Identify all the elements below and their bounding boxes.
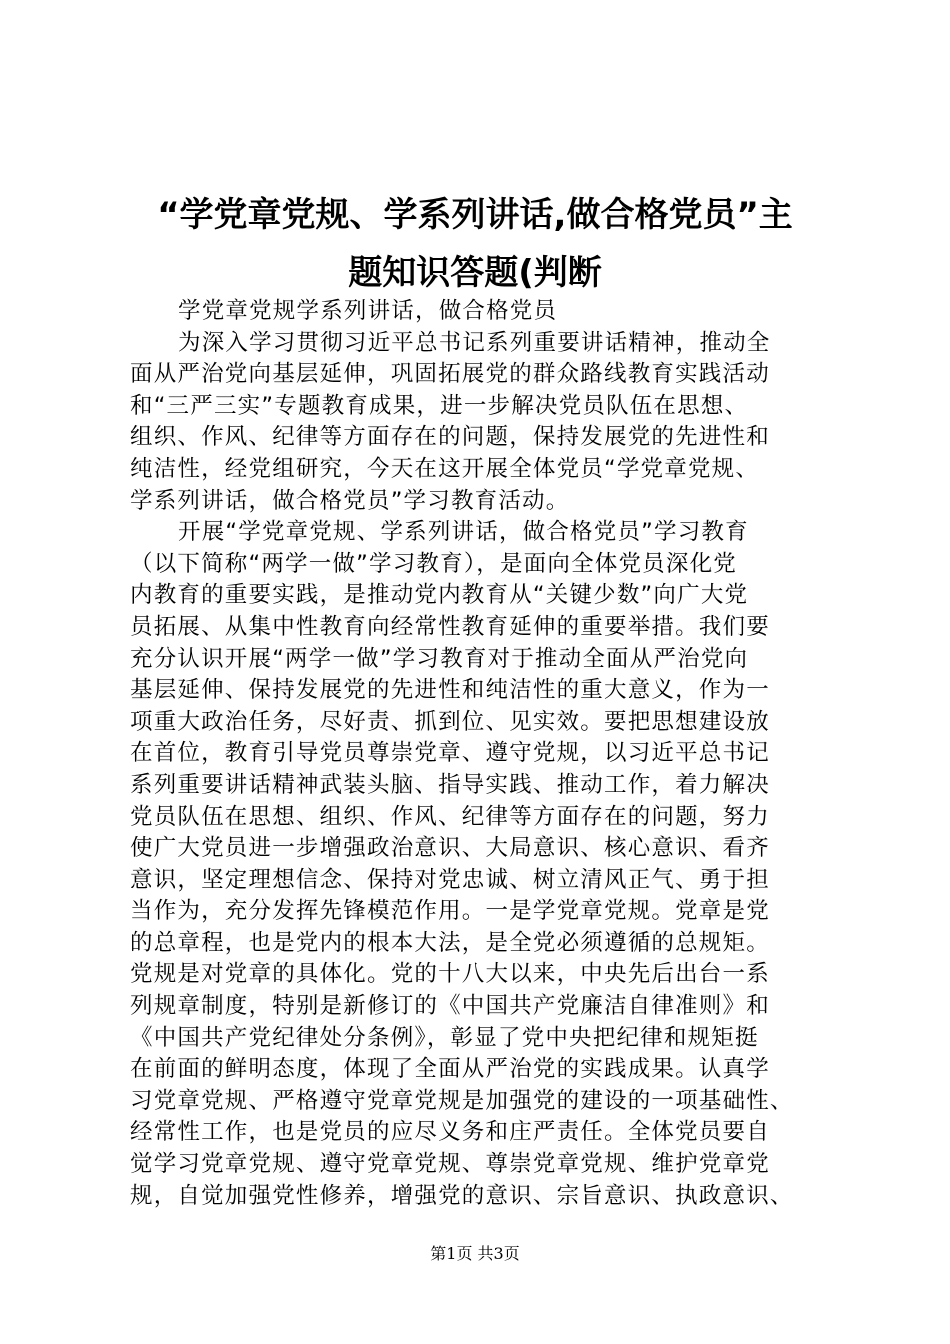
document-body: [130, 296, 842, 1212]
body-line: 学系列讲话，做合格党员”学习教育活动。: [130, 487, 570, 514]
body-line: 在首位，教育引导党员尊崇党章、遵守党规，以习近平总书记: [130, 740, 770, 767]
body-line: 开展“学党章党规、学系列讲话，做合格党员”学习教育: [178, 519, 749, 546]
body-line: 《中国共产党纪律处分条例》，彰显了党中央把纪律和规矩挺: [130, 1024, 759, 1051]
body-line: 的总章程，也是党内的根本大法，是全党必须遵循的总规矩。: [130, 929, 770, 956]
body-line: 意识，坚定理想信念、保持对党忠诚、树立清风正气、勇于担: [130, 866, 770, 893]
body-line: 在前面的鲜明态度，体现了全面从严治党的实践成果。认真学: [130, 1056, 770, 1083]
body-line: 基层延伸、保持发展党的先进性和纯洁性的重大意义，作为一: [130, 677, 770, 704]
body-line: 充分认识开展“两学一做”学习教育对于推动全面从严治党向: [130, 645, 749, 672]
body-line: 规，自觉加强党性修养，增强党的意识、宗旨意识、执政意识、: [130, 1182, 794, 1209]
body-line: 员拓展、从集中性教育向经常性教育延伸的重要举措。我们要: [130, 613, 770, 640]
body-line: 为深入学习贯彻习近平总书记系列重要讲话精神，推动全: [178, 329, 771, 356]
body-line: 使广大党员进一步增强政治意识、大局意识、核心意识、看齐: [130, 835, 770, 862]
body-line: 党员队伍在思想、组织、作风、纪律等方面存在的问题，努力: [130, 803, 770, 830]
body-line: 觉学习党章党规、遵守党章党规、尊崇党章党规、维护党章党: [130, 1151, 770, 1178]
body-line: 习党章党规、严格遵守党章党规是加强党的建设的一项基础性、: [130, 1087, 794, 1114]
body-line: 列规章制度，特别是新修订的《中国共产党廉洁自律准则》和: [130, 993, 770, 1020]
body-line: （以下简称“两学一做”学习教育），是面向全体党员深化党: [130, 550, 737, 577]
body-line: 党规是对党章的具体化。党的十八大以来，中央先后出台一系: [130, 961, 770, 988]
body-line: 内教育的重要实践，是推动党内教育从“关键少数”向广大党: [130, 582, 749, 609]
body-line: 系列重要讲话精神武装头脑、指导实践、推动工作，着力解决: [130, 771, 770, 798]
body-line: 经常性工作，也是党员的应尽义务和庄严责任。全体党员要自: [130, 1119, 770, 1146]
body-line: 组织、作风、纪律等方面存在的问题，保持发展党的先进性和: [130, 424, 770, 451]
title-line-1: “学党章党规、学系列讲话,做合格党员”主: [157, 195, 793, 235]
page-footer: 第1页 共3页: [430, 1244, 520, 1263]
body-line: 项重大政治任务，尽好责、抓到位、见实效。要把思想建设放: [130, 708, 770, 735]
body-line: 和“三严三实”专题教育成果，进一步解决党员队伍在思想、: [130, 392, 749, 419]
body-line: 面从严治党向基层延伸，巩固拓展党的群众路线教育实践活动: [130, 361, 770, 388]
document-title: [110, 186, 840, 302]
body-line: 当作为，充分发挥先锋模范作用。一是学党章党规。党章是党: [130, 898, 770, 925]
title-line-2: 题知识答题(判断: [348, 253, 602, 293]
body-line: 纯洁性，经党组研究，今天在这开展全体党员“学党章党规、: [130, 455, 760, 482]
body-line: 学党章党规学系列讲话，做合格党员: [178, 298, 558, 324]
